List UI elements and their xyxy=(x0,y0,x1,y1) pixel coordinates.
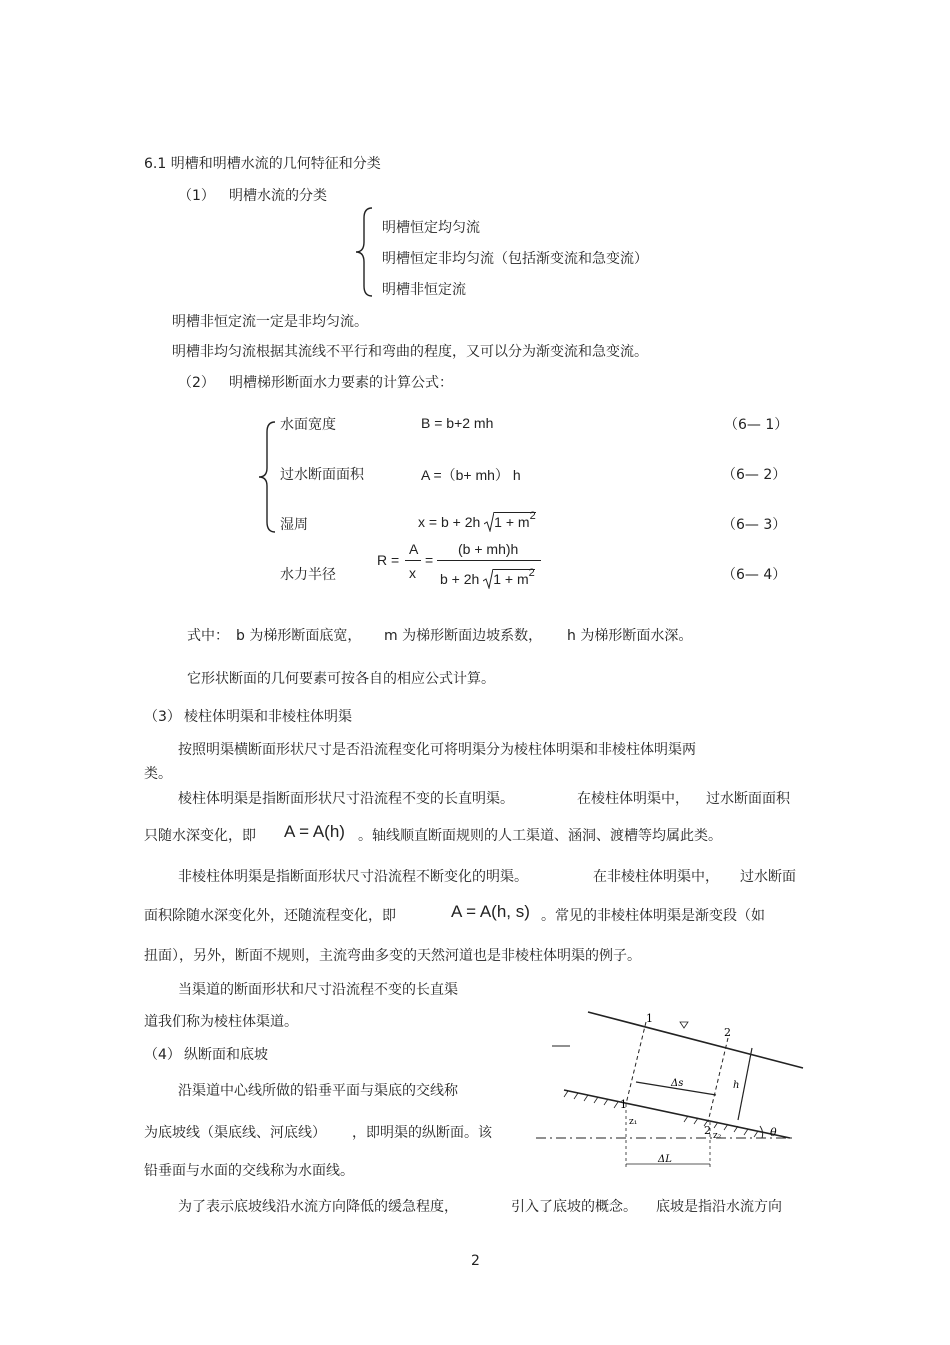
sub4-label: （4） xyxy=(144,1047,181,1063)
fig-label-z2: z₂ xyxy=(713,1131,722,1141)
section-title: 6.1 明槽和明槽水流的几何特征和分类 xyxy=(144,156,381,172)
sub1-label: （1） xyxy=(178,188,215,204)
other-shapes-note: 它形状断面的几何要素可按各自的相应公式计算。 xyxy=(187,671,495,687)
formula-name-1: 水面宽度 xyxy=(280,417,336,433)
channel-slope-figure xyxy=(528,1008,808,1178)
p4-1a: 沿渠道中心线所做的铅垂平面与渠底的交线称 xyxy=(178,1083,458,1099)
where-b: b 为梯形断面底宽， xyxy=(236,628,362,644)
formula4-num-expr: (b + mh)h xyxy=(458,541,519,557)
p4-2b: 引入了底坡的概念。 xyxy=(511,1199,637,1215)
sub3-label: （3） xyxy=(144,709,181,725)
formula-num-3: （6— 3） xyxy=(722,517,787,533)
note-2: 明槽非均匀流根据其流线不平行和弯曲的程度，又可以分为渐变流和急变流。 xyxy=(172,344,648,360)
depth-line xyxy=(738,1048,752,1120)
sub2-label: （2） xyxy=(178,375,215,391)
fig-label-theta: θ xyxy=(770,1126,777,1139)
sub1-title: 明槽水流的分类 xyxy=(229,188,327,204)
p3-3a: 只随水深变化，即 xyxy=(144,828,256,844)
p3-1b: 类。 xyxy=(144,766,172,782)
sqrt-icon xyxy=(484,512,494,532)
formula4-frac-line-2 xyxy=(437,560,541,561)
sub3-title: 棱柱体明渠和非棱柱体明渠 xyxy=(184,709,352,725)
section-1-line xyxy=(626,1022,646,1104)
p3-3b: 。轴线顺直断面规则的人工渠道、涵洞、渡槽等均属此类。 xyxy=(358,828,722,844)
fig-label-1: 1 xyxy=(646,1012,653,1025)
p3-6: 扭面），另外，断面不规则，主流弯曲多变的天然河道也是非棱柱体明渠的例子。 xyxy=(144,948,641,964)
formula4-den xyxy=(440,569,535,589)
fig-label-2: 2 xyxy=(724,1026,731,1039)
formula4-den-rad: 1 + m xyxy=(493,571,529,587)
formula-num-2: （6— 2） xyxy=(722,467,787,483)
p3-7b: 道我们称为棱柱体渠道。 xyxy=(144,1014,298,1030)
fig-label-z1: z₁ xyxy=(629,1117,638,1127)
p3-1a: 按照明渠横断面形状尺寸是否沿流程变化可将明渠分为棱柱体明渠和非棱柱体明渠两 xyxy=(178,742,696,758)
formula3-sup: 2 xyxy=(529,510,536,522)
formula3-rad: 1 + m xyxy=(494,514,530,530)
water-level-icon xyxy=(680,1022,688,1028)
where-m: m 为梯形断面边坡系数， xyxy=(384,628,543,644)
sqrt-icon xyxy=(483,569,493,589)
formula-num-1: （6— 1） xyxy=(724,417,789,433)
p3-5a: 面积除随水深变化外，还随流程变化，即 xyxy=(144,908,396,924)
where-prefix: 式中： xyxy=(187,628,229,644)
fig-label-1b: 1 xyxy=(620,1098,627,1111)
p3-2a: 棱柱体明渠是指断面形状尺寸沿流程不变的长直明渠。 xyxy=(178,791,514,807)
formula4-eq: = xyxy=(425,552,434,568)
fig-label-2b: 2 xyxy=(704,1124,711,1137)
formula-name-4: 水力半径 xyxy=(280,567,336,583)
p4-2c: 底坡是指沿水流方向 xyxy=(656,1199,782,1215)
formula4-den-left: b + 2h xyxy=(440,571,480,587)
p3-2b: 在棱柱体明渠中， xyxy=(577,791,689,807)
formula4-r: R = xyxy=(377,552,400,568)
formula3-left: x = b + 2h xyxy=(418,514,481,530)
page-number: 2 xyxy=(471,1253,480,1269)
formula-name-2: 过水断面面积 xyxy=(280,467,364,483)
water-surface-line xyxy=(588,1012,803,1068)
p3-7a: 当渠道的断面形状和尺寸沿流程不变的长直渠 xyxy=(178,982,458,998)
formula4-frac-line-1 xyxy=(405,560,421,561)
p3-4b: 在非棱柱体明渠中， xyxy=(593,869,719,885)
sub4-title: 纵断面和底坡 xyxy=(184,1047,268,1063)
p4-2a: 为了表示底坡线沿水流方向降低的缓急程度， xyxy=(178,1199,458,1215)
formula4-den-sup: 2 xyxy=(528,567,535,579)
formula-brace xyxy=(255,420,279,534)
formula-expr-2: A =（b+ mh） h xyxy=(421,467,521,483)
classification-brace xyxy=(352,206,376,298)
formula4-frac-den: x xyxy=(409,565,416,581)
p3-3-equation: A = A(h) xyxy=(284,822,345,841)
formula-num-4: （6— 4） xyxy=(722,567,787,583)
p3-2c: 过水断面面积 xyxy=(706,791,790,807)
sub2-title: 明槽梯形断面水力要素的计算公式： xyxy=(229,375,453,391)
fig-label-dl: ΔL xyxy=(658,1154,672,1165)
p3-5-equation: A = A(h, s) xyxy=(451,902,530,921)
note-1: 明槽非恒定流一定是非均匀流。 xyxy=(172,314,368,330)
bed-hatching xyxy=(564,1091,758,1137)
formula-expr-3 xyxy=(418,512,536,532)
fig-label-ds: Δs xyxy=(671,1078,684,1089)
p4-1b: 为底坡线（渠底线、河底线） xyxy=(144,1125,326,1141)
p3-4c: 过水断面 xyxy=(740,869,796,885)
fig-label-h: h xyxy=(733,1080,740,1091)
where-h: h 为梯形断面水深。 xyxy=(567,628,693,644)
p3-5b: 。常见的非棱柱体明渠是渐变段（如 xyxy=(541,908,765,924)
class-item-1: 明槽恒定均匀流 xyxy=(382,220,480,236)
section-2-line xyxy=(708,1038,728,1122)
formula4-frac-num: A xyxy=(409,541,419,557)
p4-1c: ，即明渠的纵断面。该 xyxy=(352,1125,492,1141)
formula-name-3: 湿周 xyxy=(280,517,308,533)
p3-4a: 非棱柱体明渠是指断面形状尺寸沿流程不断变化的明渠。 xyxy=(178,869,528,885)
p4-1d: 铅垂面与水面的交线称为水面线。 xyxy=(144,1163,354,1179)
class-item-3: 明槽非恒定流 xyxy=(382,282,466,298)
formula-expr-1: B = b+2 mh xyxy=(421,415,494,431)
class-item-2: 明槽恒定非均匀流（包括渐变流和急变流） xyxy=(382,251,648,267)
